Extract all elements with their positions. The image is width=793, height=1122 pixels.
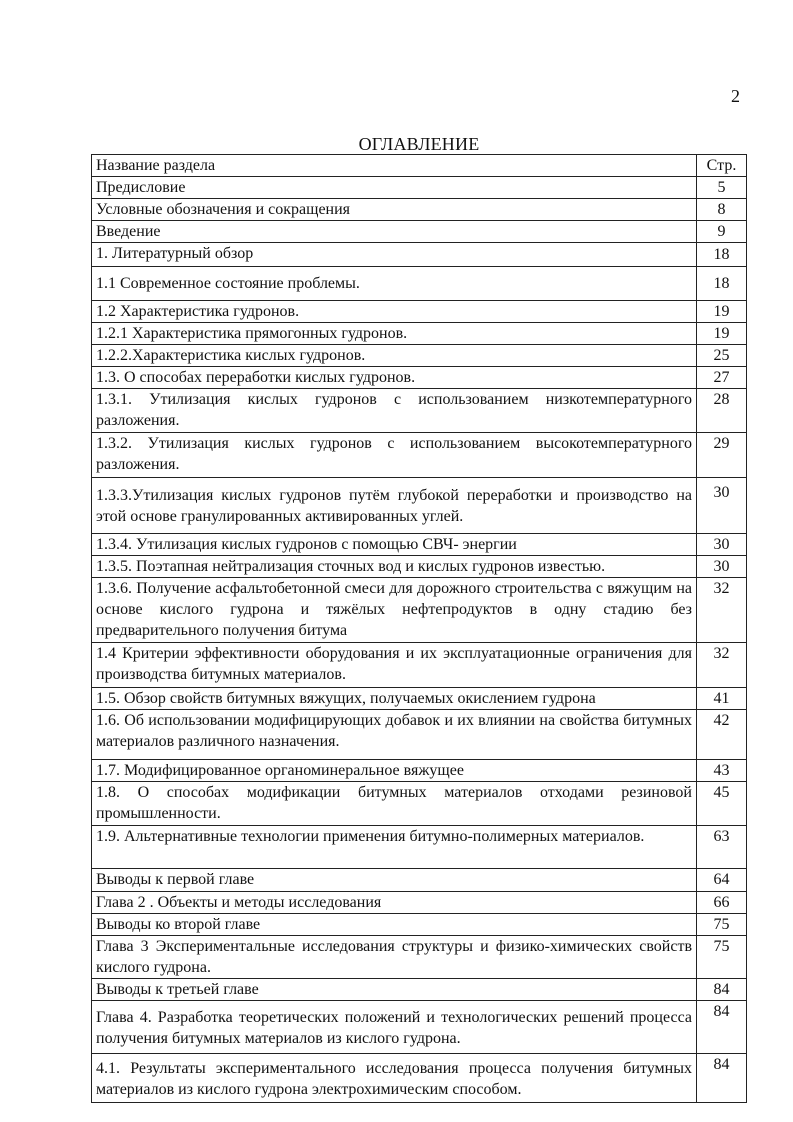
toc-row-title: Глава 3 Экспериментальные исследования структуры и физико-химических свойств кислого гудрона. xyxy=(92,936,697,979)
toc-row-page: 84 xyxy=(697,979,747,1001)
toc-row xyxy=(92,323,747,345)
toc-row xyxy=(92,643,747,688)
toc-row xyxy=(92,914,747,936)
toc-row xyxy=(92,556,747,578)
toc-row-page: 75 xyxy=(697,914,747,936)
toc-row-title: 1.2 Характеристика гудронов. xyxy=(92,301,697,323)
toc-row-title: 1.3. О способах переработки кислых гудронов. xyxy=(92,367,697,389)
toc-row-title: Предисловие xyxy=(92,177,697,199)
toc-row-page: 45 xyxy=(697,782,747,826)
toc-row xyxy=(92,345,747,367)
toc-row-title: 1.9. Альтернативные технологии применения битумно-полимерных материалов. xyxy=(92,826,697,869)
toc-row-page: 66 xyxy=(697,892,747,914)
toc-row-title: 1.5. Обзор свойств битумных вяжущих, получаемых окислением гудрона xyxy=(92,688,697,710)
toc-row-page: 27 xyxy=(697,367,747,389)
toc-row-title: 1.2.2.Характеристика кислых гудронов. xyxy=(92,345,697,367)
toc-row-title: 1.3.1. Утилизация кислых гудронов с использованием низкотемпературного разложения. xyxy=(92,389,697,433)
toc-row xyxy=(92,177,747,199)
toc-row-page: 32 xyxy=(697,643,747,688)
toc-row-title: 1.3.2. Утилизация кислых гудронов с использованием высокотемпературного разложения. xyxy=(92,433,697,478)
toc-row xyxy=(92,367,747,389)
toc-row-title: 1.3.6. Получение асфальтобетонной смеси для дорожного строительства с вяжущим на основе кислого гудрона и тяжёлых нефтепродуктов в одну стадию без предварительного получения битума xyxy=(92,578,697,643)
toc-row-page: 18 xyxy=(697,267,747,301)
toc-row-page: 30 xyxy=(697,556,747,578)
toc-row-title: 1.6. Об использовании модифицирующих добавок и их влиянии на свойства битумных материалов различного назначения. xyxy=(92,710,697,760)
toc-row-page: 5 xyxy=(697,177,747,199)
toc-row xyxy=(92,892,747,914)
page-number: 2 xyxy=(731,86,740,106)
toc-row-title: 1.8. О способах модификации битумных материалов отходами резиновой промышленности. xyxy=(92,782,697,826)
toc-row-page: 18 xyxy=(697,243,747,267)
toc-row-title: Выводы ко второй главе xyxy=(92,914,697,936)
toc-row xyxy=(92,478,747,534)
toc-row-page: 28 xyxy=(697,389,747,433)
toc-row-page: 8 xyxy=(697,199,747,221)
toc-row-page: 19 xyxy=(697,301,747,323)
toc-row xyxy=(92,869,747,892)
toc-row-page: 63 xyxy=(697,826,747,869)
toc-row-title: 1.1 Современное состояние проблемы. xyxy=(92,267,697,301)
toc-row-title: 1.2.1 Характеристика прямогонных гудронов. xyxy=(92,323,697,345)
toc-row-page: 84 xyxy=(697,1001,747,1054)
toc-row-page: 84 xyxy=(697,1054,747,1103)
toc-row xyxy=(92,433,747,478)
toc-row-title: 1.4 Критерии эффективности оборудования и их эксплуатационные ограничения для производства битумных материалов. xyxy=(92,643,697,688)
toc-row-title: Введение xyxy=(92,221,697,243)
toc-row-title: Глава 2 . Объекты и методы исследования xyxy=(92,892,697,914)
toc-row xyxy=(92,301,747,323)
toc-row xyxy=(92,578,747,643)
toc-row xyxy=(92,243,747,267)
header-page: Стр. xyxy=(697,155,747,177)
toc-row xyxy=(92,534,747,556)
toc-row xyxy=(92,1001,747,1054)
toc-row-page: 75 xyxy=(697,936,747,979)
toc-row-title: Выводы к третьей главе xyxy=(92,979,697,1001)
header-section: Название раздела xyxy=(92,155,697,177)
toc-row-title: 4.1. Результаты экспериментального исследования процесса получения битумных материалов из кислого гудрона электрохимическим способом. xyxy=(92,1054,697,1103)
toc-row-page: 30 xyxy=(697,534,747,556)
toc-row-page: 43 xyxy=(697,760,747,782)
toc-row xyxy=(92,936,747,979)
toc-row-title: Глава 4. Разработка теоретических положений и технологических решений процесса получения битумных материалов из кислого гудрона. xyxy=(92,1001,697,1054)
toc-row xyxy=(92,782,747,826)
toc-row-page: 29 xyxy=(697,433,747,478)
toc-row-title: 1.3.3.Утилизация кислых гудронов путём глубокой переработки и производство на этой основе гранулированных активированных углей. xyxy=(92,478,697,534)
toc-row-title: 1.3.4. Утилизация кислых гудронов с помощью СВЧ- энергии xyxy=(92,534,697,556)
toc-row xyxy=(92,389,747,433)
toc-title: ОГЛАВЛЕНИЕ xyxy=(358,134,480,154)
toc-row-page: 42 xyxy=(697,710,747,760)
toc-row-page: 64 xyxy=(697,869,747,892)
toc-row xyxy=(92,826,747,869)
toc-row-page: 9 xyxy=(697,221,747,243)
toc-row-title: 1. Литературный обзор xyxy=(92,243,697,267)
toc-table xyxy=(91,154,747,1103)
toc-row-title: 1.3.5. Поэтапная нейтрализация сточных вод и кислых гудронов известью. xyxy=(92,556,697,578)
toc-row-page: 41 xyxy=(697,688,747,710)
toc-row xyxy=(92,221,747,243)
toc-row xyxy=(92,688,747,710)
toc-row-page: 30 xyxy=(697,478,747,534)
toc-row xyxy=(92,267,747,301)
toc-row xyxy=(92,760,747,782)
toc-row-page: 19 xyxy=(697,323,747,345)
toc-row xyxy=(92,710,747,760)
toc-row-title: Выводы к первой главе xyxy=(92,869,697,892)
toc-row-page: 25 xyxy=(697,345,747,367)
toc-row-title: Условные обозначения и сокращения xyxy=(92,199,697,221)
toc-row-page: 32 xyxy=(697,578,747,643)
toc-row xyxy=(92,1054,747,1103)
toc-row-title: 1.7. Модифицированное органоминеральное вяжущее xyxy=(92,760,697,782)
toc-row xyxy=(92,199,747,221)
toc-header-row xyxy=(92,155,747,177)
toc-row xyxy=(92,979,747,1001)
